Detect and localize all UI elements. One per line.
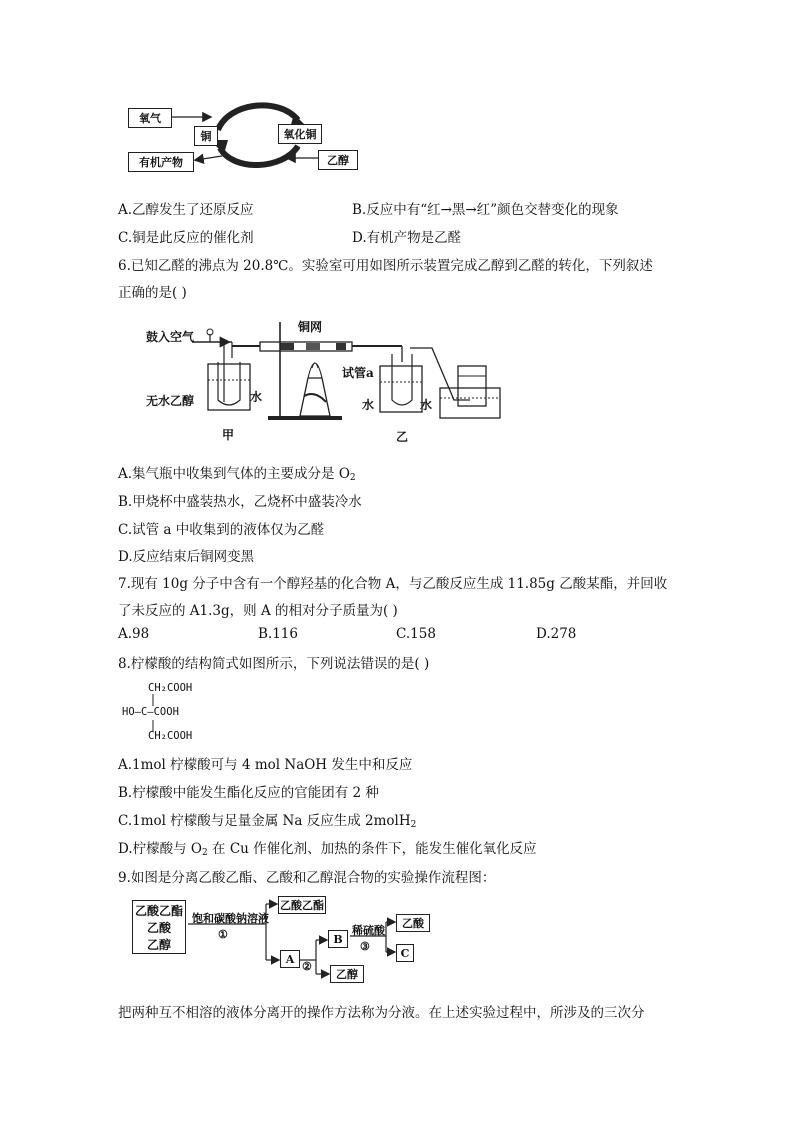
copper-mesh-label: 铜网 xyxy=(298,320,323,334)
mixture-ethanol: 乙醇 xyxy=(146,937,171,952)
q5-option-a: A.乙醇发生了还原反应 xyxy=(118,202,254,218)
node-b: B xyxy=(328,930,348,948)
apparatus-drawing xyxy=(140,318,520,428)
q9-tail-text: 把两种互不相溶的液体分离开的操作方法称为分液。在上述实验过程中，所涉及的三次分 xyxy=(118,1005,645,1021)
step-1-label: ① xyxy=(218,928,228,941)
q7-option-b: B.116 xyxy=(258,626,298,642)
test-tube-a-label: 试管a xyxy=(342,366,374,380)
reagent-dilute-sulfuric-acid: 稀硫酸 xyxy=(352,924,385,937)
water-label-left: 水 xyxy=(250,390,263,404)
step-2-label: ② xyxy=(302,960,312,973)
anhydrous-ethanol-label: 无水乙醇 xyxy=(146,394,195,408)
q8-option-d: D.柠檬酸与 $O_2$ 在 Cu 作催化剂、加热的条件下，能发生催化氧化反应 xyxy=(118,841,537,858)
q6-option-b: B.甲烧杯中盛装热水，乙烧杯中盛装冷水 xyxy=(118,494,362,510)
water-label-mid: 水 xyxy=(362,398,375,412)
air-in-label: 鼓入空气 xyxy=(146,330,195,344)
reagent-sodium-carbonate: 饱和碳酸钠溶液 xyxy=(192,912,269,925)
q7-stem-line1: 7.现有 10g 分子中含有一个醇羟基的化合物 A，与乙酸反应生成 11.85g 乙酸某酯，并回收 xyxy=(118,576,668,592)
beaker-jia-label: 甲 xyxy=(222,428,235,442)
q7-option-a: A.98 xyxy=(118,626,150,642)
water-label-right: 水 xyxy=(420,398,433,412)
q5-option-b: B.反应中有“红→黑→红”颜色交替变化的现象 xyxy=(352,202,619,218)
structure-middle: HO—C—COOH xyxy=(122,706,179,718)
node-c: C xyxy=(396,944,414,962)
q8-option-c: C.1mol 柠檬酸与足量金属 Na 反应生成 2molH$_2$ xyxy=(118,813,417,830)
mixture-acid: 乙酸 xyxy=(146,920,171,935)
copper-oxide-box: 氧化铜 xyxy=(278,124,322,144)
q6-stem-line2: 正确的是( ) xyxy=(118,285,187,301)
copper-box: 铜 xyxy=(194,126,218,146)
q6-option-d: D.反应结束后铜网变黑 xyxy=(118,549,255,565)
ethanol-box: 乙醇 xyxy=(318,150,358,170)
product-ethanol: 乙醇 xyxy=(330,965,364,983)
q8-stem: 8.柠檬酸的结构简式如图所示，下列说法错误的是( ) xyxy=(118,656,430,672)
q5-option-c: C.铜是此反应的催化剂 xyxy=(118,230,254,246)
oxygen-box: 氧气 xyxy=(128,108,172,128)
q8-option-a: A.1mol 柠檬酸可与 4 mol NaOH 发生中和反应 xyxy=(118,757,413,773)
structure-top: CH₂COOH xyxy=(148,682,193,694)
mixture-ester: 乙酸乙酯 xyxy=(134,903,183,918)
q6-stem-line1: 6.已知乙醛的沸点为 20.8℃。实验室可用如图所示装置完成乙醇到乙醛的转化，下列叙述 xyxy=(118,258,653,274)
q5-option-d: D.有机产物是乙醛 xyxy=(352,230,462,246)
product-acetic-acid: 乙酸 xyxy=(396,914,430,932)
q8-option-b: B.柠檬酸中能发生酯化反应的官能团有 2 种 xyxy=(118,785,379,801)
q7-stem-line2: 了未反应的 A1.3g，则 A 的相对分子质量为( ) xyxy=(118,603,398,619)
q6-option-c: C.试管 a 中收集到的液体仅为乙醛 xyxy=(118,522,325,538)
q7-option-d: D.278 xyxy=(536,626,577,642)
q7-option-c: C.158 xyxy=(396,626,436,642)
q6-option-a: A.集气瓶中收集到气体的主要成分是 $O_2$ xyxy=(118,466,356,483)
beaker-yi-label: 乙 xyxy=(396,430,409,444)
q9-stem: 9.如图是分离乙酸乙酯、乙酸和乙醇混合物的实验操作流程图： xyxy=(118,870,496,886)
mixture-box xyxy=(132,900,186,954)
product-ethyl-acetate: 乙酸乙酯 xyxy=(278,896,326,914)
node-a: A xyxy=(280,950,300,968)
structure-bottom: CH₂COOH xyxy=(148,730,193,742)
organic-product-box: 有机产物 xyxy=(128,152,194,172)
step-3-label: ③ xyxy=(360,940,370,953)
